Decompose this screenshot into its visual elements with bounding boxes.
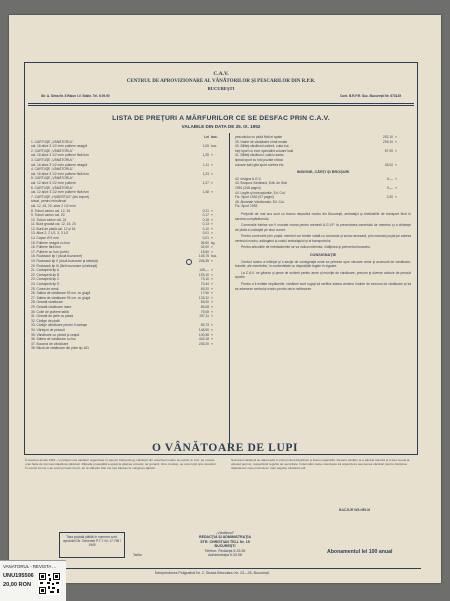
paragraph: Pentru a fi evitate neplăcerile, vânătorii sunt rugaţi să verifice starea armelor înainte de sezonul de vânătoare şi să se adreseze centrului nostru pentru orice nelămurire.	[235, 282, 411, 291]
item-unit: »	[211, 231, 213, 236]
item-price: 1,48	[202, 190, 209, 195]
article-right-text: Succesul vânătorii se datorează în primul rând disciplinei şi bunei organizări. Fiecare vânător şi-a păstrat standul şi a tras numai la vânatul permis, respectând regulile de securitate. Îndemnăm toate colectivele să organizeze asemenea vânători pentru stârpirea răpitoarelor care pricinuiesc mari pagube vânatului util.	[231, 458, 410, 471]
editorial-line-2: STR. CHRISTIAN TELL Nr. 15	[200, 539, 250, 544]
right-items	[235, 135, 411, 167]
item-unit: »	[211, 304, 213, 309]
item-price: 1,05	[202, 144, 209, 149]
paragraph: Preţurile de mai sus sunt cu franco depozitul nostru din Bucureşti, ambalajul şi cheltuielile de transport fiind în sarcina cumpărătorului.	[235, 211, 411, 221]
item-unit	[209, 346, 227, 351]
item-unit: »	[395, 162, 397, 167]
item-unit: »	[211, 190, 213, 195]
item-price: 235,20	[198, 341, 209, 346]
sticker-title: VANATORUL - REVISTA ...	[3, 564, 56, 569]
item-price: 0,01	[202, 231, 209, 236]
item-unit: »	[211, 291, 213, 296]
cav-address: Str. A. Sima Nr. 8 Raion I.V. Stalin. Tel. 6.09.90	[41, 94, 110, 98]
item-price: 0,15	[202, 217, 209, 222]
item-name: tuburi, pentru reîncărcat	[31, 199, 67, 204]
item-name: cal. 12, 16, 20, alice 2 1/2 m/m	[31, 203, 76, 208]
item-unit: »	[211, 337, 213, 342]
item-price: 70,44	[200, 282, 209, 286]
item-unit: »	[211, 277, 213, 282]
qr-code-icon	[38, 572, 61, 595]
consignment-section-title: CONSIGNAŢIE	[309, 253, 337, 258]
item-unit: »	[211, 226, 213, 231]
item-name: 1. CARTUŞE „VÂNĂTORUL”	[31, 139, 74, 144]
item-name: 9. Tuburi carton cal. 20	[31, 213, 65, 218]
item-name: 30. Cutie de pulbere tablă	[31, 309, 69, 314]
item-price: 442,18	[198, 337, 209, 342]
item-name: 22. Cartuşieră tip B	[31, 272, 60, 277]
item-name: 36. Saltea de vânătoare cu foc	[31, 337, 76, 342]
item-name: 41. Bilileţi vânătorul, caliciu sarâu	[235, 153, 284, 158]
item-price: 1,25	[202, 153, 209, 158]
item-name: 1951 (248 pagini)	[235, 185, 261, 190]
item-name: 7. CARTUŞE „HUBERTUS” (din import)	[31, 194, 90, 199]
item-name: 13. Alice 2, 2 1/2, 3, 3 1/2	[31, 231, 69, 236]
conditions-text	[235, 212, 411, 250]
item-name: 21. Cartuşieră tip A	[31, 268, 60, 273]
item-unit: »	[211, 286, 213, 291]
item-name: 8. Tuburi carton cal. 12, 16	[31, 208, 71, 213]
item-price: 53,00	[200, 300, 209, 305]
item-unit: »	[395, 135, 397, 139]
article-left-text: În toamna anului 1951, cu prilejul unei vânători organizate în raionul Câmpulung, vânătorii din colectivul nostru au pornit, în zori, pe urmele unei haite de lupi semnalată de pădurari. Zăpada proaspătă a ajutat la găsirea urmelor, iar gonacii, bine conduşi, au scos lupii spre standuri. În scurtă vreme s-au auzit primele focuri, iar la sfârşitul zilei trei lupi zăceau la marginea pădurii.	[25, 458, 217, 471]
item-name: 43. Broşura Vânătorul, Edit. de Stat	[235, 181, 287, 186]
price-row	[31, 346, 227, 351]
editorial-line-1: REDACŢIA ŞI ADMINISTRAŢIA	[198, 535, 252, 540]
price-col-header: Lei	[204, 135, 209, 139]
item-unit: »	[211, 249, 213, 254]
item-name: 31. Geantă de piele cu plasă	[31, 314, 73, 319]
editorial-line-5: Administraţia 5.33.96	[208, 553, 242, 558]
item-price: 73,10	[200, 277, 209, 282]
item-name: Fiz. Sport 1953	[235, 204, 258, 209]
subscription-price: Abonamentul lei 100 anual	[327, 549, 393, 555]
item-price: 0,13	[202, 222, 209, 227]
item-unit: »	[211, 341, 213, 346]
price-list-left-column	[31, 135, 227, 351]
item-unit: »	[395, 176, 397, 181]
item-unit: buc.	[211, 254, 218, 259]
item-unit: »	[395, 195, 397, 200]
item-name: cal. 16 alice 3 1/2 m/m pulbere neagră	[31, 144, 88, 149]
paragraph: Pentru comenzile prin poştă, membrii vor trimite odată cu comanda şi suma necesară, prin mandat poştal pe adresa centrului nostru, adăugând şi costul ambalajului şi al transportului.	[235, 234, 411, 243]
item-price: 1,11	[202, 162, 209, 167]
cav-city: BUCUREŞTI	[207, 86, 235, 91]
item-price: 45,00	[384, 162, 393, 167]
item-price: 89,73	[200, 323, 209, 328]
item-name: 38. Bluză de vânătoare din piele tip 181	[31, 346, 89, 351]
item-name: 28. Geantă vânătoare	[31, 300, 63, 305]
item-name: 10. Tuburi carton cal. 24	[31, 217, 67, 222]
item-name: 4. CARTUŞE „VÂNĂTORUL”	[31, 167, 74, 172]
item-name: cal. 16 alice 3 1/2 m/m pulbere fără fum	[31, 171, 89, 176]
price-row	[235, 163, 411, 168]
item-price: 9,—	[386, 185, 393, 190]
item-name: lipinat sport cu fost pozate nitrosi	[235, 157, 284, 162]
item-price: 133,22	[198, 295, 209, 300]
item-name: culoare kaki gtla sport sorirea etc.	[235, 162, 285, 167]
item-name: 42. Insigna A.G.V.	[235, 176, 262, 181]
item-unit: »	[395, 185, 397, 190]
item-unit: »	[211, 217, 213, 222]
item-unit: »	[211, 282, 213, 286]
item-name: 15. Pulbere neagră cu fum	[31, 240, 70, 245]
item-unit: »	[211, 162, 213, 167]
item-name: 24. Cartuşieră tip D	[31, 282, 60, 286]
item-price: 145,—	[199, 268, 209, 273]
magazine-back-page	[9, 15, 441, 583]
article-title: O VÂNĂTOARE DE LUPI	[151, 442, 299, 454]
editorial-office	[155, 531, 295, 557]
item-name: 6. CARTUŞE „VÂNĂTORUL”	[31, 185, 74, 190]
magazine-name: „Vânătorul”	[216, 531, 234, 535]
item-unit: »	[395, 148, 397, 153]
item-name: 26. Saltea de vânătoare 90 cm. cu glugă	[31, 291, 91, 296]
item-name: cal. 16 alice 3 1/2 m/m pulbere fără fum	[31, 153, 89, 158]
item-price	[175, 346, 209, 351]
item-unit: »	[211, 208, 213, 213]
item-price: 0,21	[202, 208, 209, 213]
price-list-title: LISTA DE PREŢURI A MĂRFURILOR CE SE DESFAC PRIN C.A.V.	[112, 115, 330, 122]
item-name: beţi sport cu ecor specialist culoare kaki	[235, 148, 294, 153]
item-unit: »	[211, 295, 213, 300]
column-divider	[229, 133, 230, 448]
postage-box: Taxa poştală plătită în numerar conf. aprobării Dir. Generale P.T.T. Nr. 17.798 / 1949	[59, 532, 125, 558]
item-price: 32,00	[200, 245, 209, 250]
item-price: 1,23	[202, 171, 209, 176]
paragraph: Centrul nostru a înfiinţat şi o secţie de consignaţie unde se primesc spre vânzare arme şi accesorii de vânătoare, folosite, ale membrilor, în conformitate cu dispoziţiile legale în vigoare.	[235, 259, 411, 269]
item-name: 3. CARTUŞE „VÂNĂTORUL”	[31, 157, 74, 162]
item-unit: »	[211, 268, 213, 273]
footer-rule	[29, 568, 421, 569]
item-unit: »	[211, 180, 213, 185]
item-unit: buc.	[211, 144, 218, 149]
item-unit: »	[211, 327, 213, 332]
item-name: 18. Rucksack tip I (două buzunare)	[31, 254, 83, 259]
right-items-2	[235, 177, 411, 209]
item-unit: kg.	[211, 240, 216, 245]
item-unit: »	[211, 272, 213, 277]
item-name: 44. Legile şi instrucţiunile, Ed. Cul.	[235, 190, 286, 195]
item-price: 252,10	[382, 135, 393, 139]
paragraph: Pentru articolele de îmbrăcăminte se va indica mărimea, înălţimea şi perimetrul toracelui.	[241, 245, 371, 250]
item-unit: »	[211, 300, 213, 305]
cav-account: Cont. B.R.P.R. Suc. Bucureşti Nr. 673145	[339, 94, 401, 98]
item-price: 15,60	[200, 249, 209, 254]
item-unit: »	[211, 332, 213, 337]
item-price: 100,98	[198, 332, 209, 337]
item-name: cal. 12 alice 3 1/2 m/m pulbere fără fum	[31, 190, 89, 195]
item-name: Fiz. Sport 1952 (97 pagini)	[235, 195, 274, 200]
item-name: 33. Cârlige vânătoare pentru 9 cartuşe	[31, 323, 88, 328]
item-name: 16. Pulbere fără fum	[31, 245, 61, 250]
price-row	[235, 204, 411, 209]
item-name: 37. Bocanci de vânătoare	[31, 341, 69, 346]
item-price: 1,27	[202, 180, 209, 185]
item-unit: »	[211, 259, 213, 264]
item-price: 17,50	[200, 291, 209, 296]
item-name: 19. Rucksack tip II (două buzunare şi talbeşă)	[31, 259, 98, 264]
header-rule-2	[28, 105, 414, 106]
item-price: 0,17	[202, 213, 209, 218]
item-price: 0,01	[202, 236, 209, 241]
item-name: 40. Bilileţi vânătorul cailoră, cutia bul-	[235, 144, 290, 149]
item-name: cal. 12 alice 3 1/2 m/m pulbere	[31, 180, 76, 185]
item-name: 35. Vânătoare cu pânză şi ceapă	[31, 332, 80, 337]
item-name: 14. Capse Ø 5 mm	[31, 236, 59, 241]
cav-full-name: CENTRUL DE APROVIZIONARE AL VÂNĂTORILOR ŞI PESCARILOR DIN R.P.R.	[126, 79, 316, 84]
item-unit: »	[211, 171, 213, 176]
item-unit	[393, 204, 411, 209]
item-price: 36,50	[200, 240, 209, 245]
item-name: cal. 16 alice 3 1/2 m/m pulbere neagră	[31, 162, 88, 167]
item-price: 206,35	[198, 259, 209, 264]
item-name: 2. CARTUŞE „VÂNĂTORUL”	[31, 148, 74, 153]
item-name: 20. Rucksack tip III (fără buzunare şi talbeşă)	[31, 263, 98, 268]
item-price: 0,10	[202, 226, 209, 231]
sticker-code: UNU195506	[3, 573, 34, 579]
item-name: 32. Cârlige de plată	[31, 318, 60, 323]
item-name: 45. Almanah Vânătorului, Ed. Cul.	[235, 199, 285, 204]
paragraph: Comenzile trimise vor fi onorate numai pentru membrii A.G.V.P. la prezentarea carnetului de membru şi a chitanţei de plată a cotizaţiei pe anul curent.	[235, 223, 411, 232]
item-name: 27. Saltea de vânătoare 90 cm. cu glugă	[31, 295, 91, 300]
article-signature: BACZUR WILHELM	[339, 508, 371, 512]
item-unit: »	[211, 314, 213, 319]
item-name: 5. CARTUŞE „VÂNĂTORUL”	[31, 176, 74, 181]
consignment-text	[235, 260, 411, 292]
item-name: 12. Bură de pâslă cal. 12 şi 16	[31, 226, 76, 231]
item-name: 34. Vârtejuri de pescuit	[31, 327, 65, 332]
editorial-line-3: BUCUREŞTI	[214, 544, 236, 549]
left-items	[31, 140, 227, 351]
item-price	[359, 204, 393, 209]
item-name: 25. Curea de armă	[31, 286, 59, 291]
header-rule	[28, 103, 414, 104]
printer-line: Întreprinderea Poligrafică Nr. 2, Strada Brezoianu Nr. 23—25, Bucureşti.	[155, 571, 270, 575]
catalog-sticker	[0, 560, 66, 601]
sticker-price: 20,00 RON	[3, 582, 31, 588]
item-unit: »	[211, 323, 213, 328]
item-price: 193,10	[198, 272, 209, 277]
price-list-frame	[24, 62, 418, 455]
item-price: 69,20	[200, 286, 209, 291]
item-name: 11. Bură groasă cal. 12, 16, 20	[31, 222, 76, 227]
cav-acronym: C.A.V.	[213, 71, 229, 77]
editorial-line-4: Telefon: Redacţia 5.33.96	[204, 548, 246, 553]
item-price: 79,08	[200, 309, 209, 314]
price-list-right-column	[235, 135, 411, 293]
item-unit: »	[211, 236, 213, 241]
item-unit: »	[211, 222, 213, 227]
item-unit: »	[395, 139, 397, 144]
price-list-subtitle: VALABILE DIN DATA DE 25. IX. 1952	[181, 124, 261, 129]
item-name: 17. Pulbere cu fum (cutie)	[31, 249, 69, 254]
item-name: pescuitului cu plută fără el spate	[235, 135, 283, 139]
item-price: 2,90	[386, 195, 393, 200]
item-name: 39. Haine de vânătoare nimă moale	[235, 139, 288, 144]
unit-col-header: buc.	[211, 135, 218, 139]
insigne-section-title: INSIGNE, CĂRŢI ŞI BROŞURI	[296, 170, 350, 175]
item-price: 6,—	[386, 176, 393, 181]
item-unit: »	[211, 309, 213, 314]
tariff-label: Tarifar	[133, 553, 142, 557]
item-name: 23. Cartuşieră tip C	[31, 277, 60, 282]
item-price: 57,90	[384, 148, 393, 153]
item-price: 89,08	[200, 304, 209, 309]
item-unit: »	[211, 153, 213, 158]
item-unit: »	[211, 213, 213, 218]
item-price: 145,75	[198, 254, 209, 259]
item-name: 29. Geantă vânătoare mare	[31, 304, 72, 309]
item-price: 299,10	[382, 139, 393, 144]
ink-mark	[186, 259, 192, 265]
item-price: 197,11	[199, 314, 209, 319]
item-price: 148,50	[198, 327, 209, 332]
item-unit: »	[211, 245, 213, 250]
paragraph: La C.A.V. se găsesc şi piese de schimb pentru arme şi muniţie de vânătoare, precum şi diverse articole de pescuit sportiv.	[235, 270, 411, 280]
